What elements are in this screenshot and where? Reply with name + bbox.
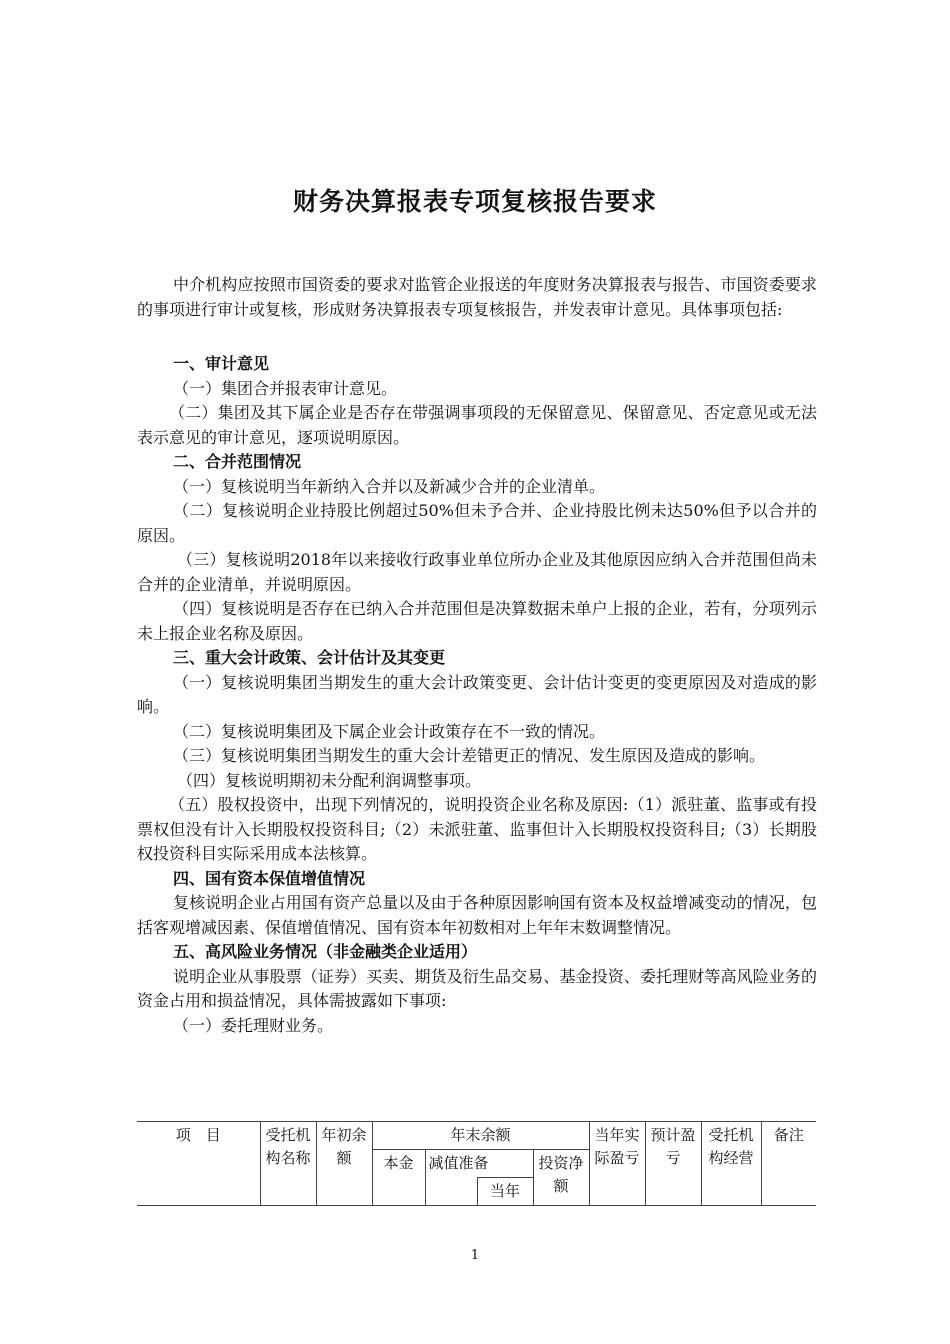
section-item: （五）股权投资中，出现下列情况的，说明投资企业名称及原因:（1）派驻董、监事或有投票权但没有计入长期股权投资科目;（2）未派驻董、监事但计入长期股权投资科目;（3）长期股权投资科目实际采用成本法核算。 [137,795,817,863]
document-title: 财务决算报表专项复核报告要求 [292,187,657,216]
document-body [137,273,817,1038]
header-remarks: 备注 [761,1122,816,1206]
section-item: （二）集团及其下属企业是否存在带强调事项段的无保留意见、保留意见、否定意见或无法表示意见的审计意见，逐项说明原因。 [137,403,817,447]
section-item: （一）复核说明集团当期发生的重大会计政策变更、会计估计变更的变更原因及对造成的影响。 [137,672,817,716]
header-principal: 本金 [372,1150,425,1206]
section-item: （四）复核说明是否存在已纳入合并范围但是决算数据未单户上报的企业，若有，分项列示未上报企业名称及原因。 [137,599,817,643]
section-heading: 二、合并范围情况 [173,452,302,471]
intro-paragraph: 中介机构应按照市国资委的要求对监管企业报送的年度财务决算报表与报告、市国资委要求的事项进行审计或复核，形成财务决算报表专项复核报告，并发表审计意见。具体事项包括: [137,275,817,319]
header-opening-balance: 年初余额 [316,1122,372,1206]
header-actual-profit-loss: 当年实际盈亏 [589,1122,645,1206]
section-item: （二）复核说明集团及下属企业会计政策存在不一致的情况。 [173,721,606,741]
section-item: 复核说明企业占用国有资产总量以及由于各种原因影响国有资本及权益增减变动的情况，包括客观增减因素、保值增值情况、国有资本年初数相对上年年末数调整情况。 [137,893,817,937]
header-trustee-operation: 受托机构经营 [701,1122,761,1206]
header-year-end-balance: 年末余额 [372,1122,589,1150]
section-item: （一）委托理财业务。 [173,1015,334,1035]
page-number: 1 [470,1248,480,1263]
header-expected-profit-loss: 预计盈亏 [645,1122,701,1206]
section-heading: 五、高风险业务情况（非金融类企业适用） [173,942,478,961]
header-trustee-name: 受托机构名称 [260,1122,316,1206]
header-impairment-spacer [425,1178,477,1206]
section-item: （三）复核说明2018年以来接收行政事业单位所办企业及其他原因应纳入合并范围但尚未合并的企业清单，并说明原因。 [137,550,817,594]
section-heading: 四、国有资本保值增值情况 [173,868,366,888]
header-project: 项 目 [137,1122,260,1206]
entrusted-wealth-management-table [137,1121,816,1206]
section-item: 说明企业从事股票（证券）买卖、期货及衍生品交易、基金投资、委托理财等高风险业务的资金占用和损益情况，具体需披露如下事项: [137,966,817,1010]
section-item: （四）复核说明期初未分配利润调整事项。 [177,770,482,790]
section-item: （二）复核说明企业持股比例超过50%但未予合并、企业持股比例未达50%但予以合并的原因。 [137,501,817,545]
section-item: （一）集团合并报表审计意见。 [173,378,398,398]
header-net-investment: 投资净额 [533,1150,589,1206]
section-item: （三）复核说明集团当期发生的重大会计差错更正的情况、发生原因及造成的影响。 [173,746,766,765]
section-heading: 三、重大会计政策、会计估计及其变更 [173,648,446,667]
section-item: （一）复核说明当年新纳入合并以及新减少合并的企业清单。 [173,476,606,496]
header-current-year: 当年 [477,1178,533,1206]
section-heading: 一、审计意见 [173,354,270,373]
header-impairment: 减值准备 [425,1150,533,1178]
